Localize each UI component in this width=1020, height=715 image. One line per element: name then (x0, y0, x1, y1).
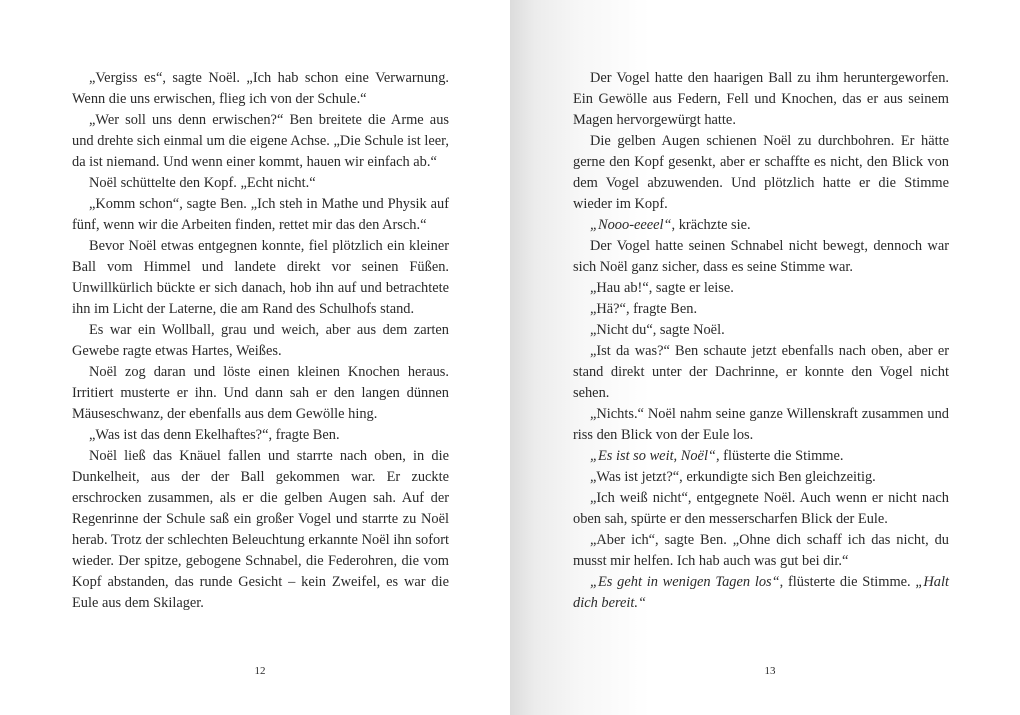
page-number-left: 12 (254, 665, 266, 677)
italic-voice: „Halt dich bereit.“ (573, 574, 949, 611)
paragraph: „Was ist das denn Ekelhaftes?“, fragte Ben. (89, 427, 340, 443)
paragraph: „Aber ich“, sagte Ben. „Ohne dich schaff ich das nicht, du musst mir helfen. Ich hab auch was gut bei dir.“ (573, 532, 949, 569)
paragraph: „Nicht du“, sagte Noël. (590, 322, 725, 338)
paragraph (573, 572, 949, 614)
italic-voice: „Es geht in wenigen Tagen los“ (590, 574, 780, 590)
paragraph: Noël ließ das Knäuel fallen und starrte nach oben, in die Dunkelheit, aus der der Ball gekommen war. Er zuckte erschrocken zusammen, als er die gelben Augen sah. Auf der Regenrinne der Schule saß ein großer Vogel und starrte zu Noël herab. Trotz der schlechten Beleuchtung erkannte Noël ihn sofort wieder. Der spitze, gebogene Schnabel, die Federohren, die vom Kopf abstanden, das runde Gesicht – kein Zweifel, es war die Eule aus dem Skilager. (72, 448, 449, 611)
paragraph: „Hau ab!“, sagte er leise. (590, 280, 734, 296)
paragraph: „Was ist jetzt?“, erkundigte sich Ben gleichzeitig. (590, 469, 876, 485)
paragraph: Bevor Noël etwas entgegnen konnte, fiel plötzlich ein kleiner Ball vom Himmel und landete direkt vor seinen Füßen. Unwillkürlich bückte er sich danach, hob ihn auf und betrachtete ihn im Licht der Laterne, die am Rand des Schulhofs stand. (72, 238, 449, 317)
paragraph: „Nichts.“ Noël nahm seine ganze Willenskraft zusammen und riss den Blick von der Eule los. (573, 406, 949, 443)
paragraph-text: , flüsterte die Stimme. (779, 574, 916, 590)
paragraph: Noël zog daran und löste einen kleinen Knochen heraus. Irritiert musterte er ihn. Und dann sah er den langen dünnen Mäuseschwanz, der ebenfalls aus dem Gewölle hing. (72, 364, 449, 422)
paragraph: Die gelben Augen schienen Noël zu durchbohren. Er hätte gerne den Kopf gesenkt, aber er schaffte es nicht, den Blick von dem Vogel abzuwenden. Und plötzlich hatte er die Stimme wieder im Kopf. (573, 133, 949, 212)
left-page-text (72, 68, 449, 614)
page-number-right: 13 (764, 665, 776, 677)
paragraph: „Ich weiß nicht“, entgegnete Noël. Auch wenn er nicht nach oben sah, spürte er den messerscharfen Blick der Eule. (573, 490, 949, 527)
italic-voice: „Nooo-eeeel“ (590, 217, 672, 233)
paragraph-text: , krächzte sie. (671, 217, 751, 233)
paragraph: Der Vogel hatte seinen Schnabel nicht bewegt, dennoch war sich Noël ganz sicher, dass es seine Stimme war. (573, 238, 949, 275)
paragraph: „Vergiss es“, sagte Noël. „Ich hab schon eine Verwarnung. Wenn die uns erwischen, flieg ich von der Schule.“ (72, 70, 449, 107)
right-page-text (573, 68, 949, 614)
paragraph-text: , flüsterte die Stimme. (715, 448, 844, 464)
italic-voice: „Es ist so weit, Noël“ (590, 448, 716, 464)
paragraph: Der Vogel hatte den haarigen Ball zu ihm heruntergeworfen. Ein Gewölle aus Federn, Fell und Knochen, das er aus seinem Magen hervorgewürgt hatte. (573, 70, 949, 128)
paragraph: „Hä?“, fragte Ben. (590, 301, 698, 317)
paragraph: „Komm schon“, sagte Ben. „Ich steh in Mathe und Physik auf fünf, wenn wir die Arbeiten finden, rettet mir das den Arsch.“ (72, 196, 449, 233)
paragraph (573, 215, 949, 236)
paragraph (573, 446, 949, 467)
right-page (510, 0, 1020, 715)
paragraph: Es war ein Wollball, grau und weich, aber aus dem zarten Gewebe ragte etwas Hartes, Weißes. (72, 322, 449, 359)
paragraph: „Ist da was?“ Ben schaute jetzt ebenfalls nach oben, aber er stand direkt unter der Dachrinne, er konnte den Vogel nicht sehen. (573, 343, 949, 401)
paragraph: Noël schüttelte den Kopf. „Echt nicht.“ (89, 175, 316, 191)
paragraph: „Wer soll uns denn erwischen?“ Ben breitete die Arme aus und drehte sich einmal um die eigene Achse. „Die Schule ist leer, da ist niemand. Und wenn einer kommt, hauen wir einfach ab.“ (72, 112, 449, 170)
